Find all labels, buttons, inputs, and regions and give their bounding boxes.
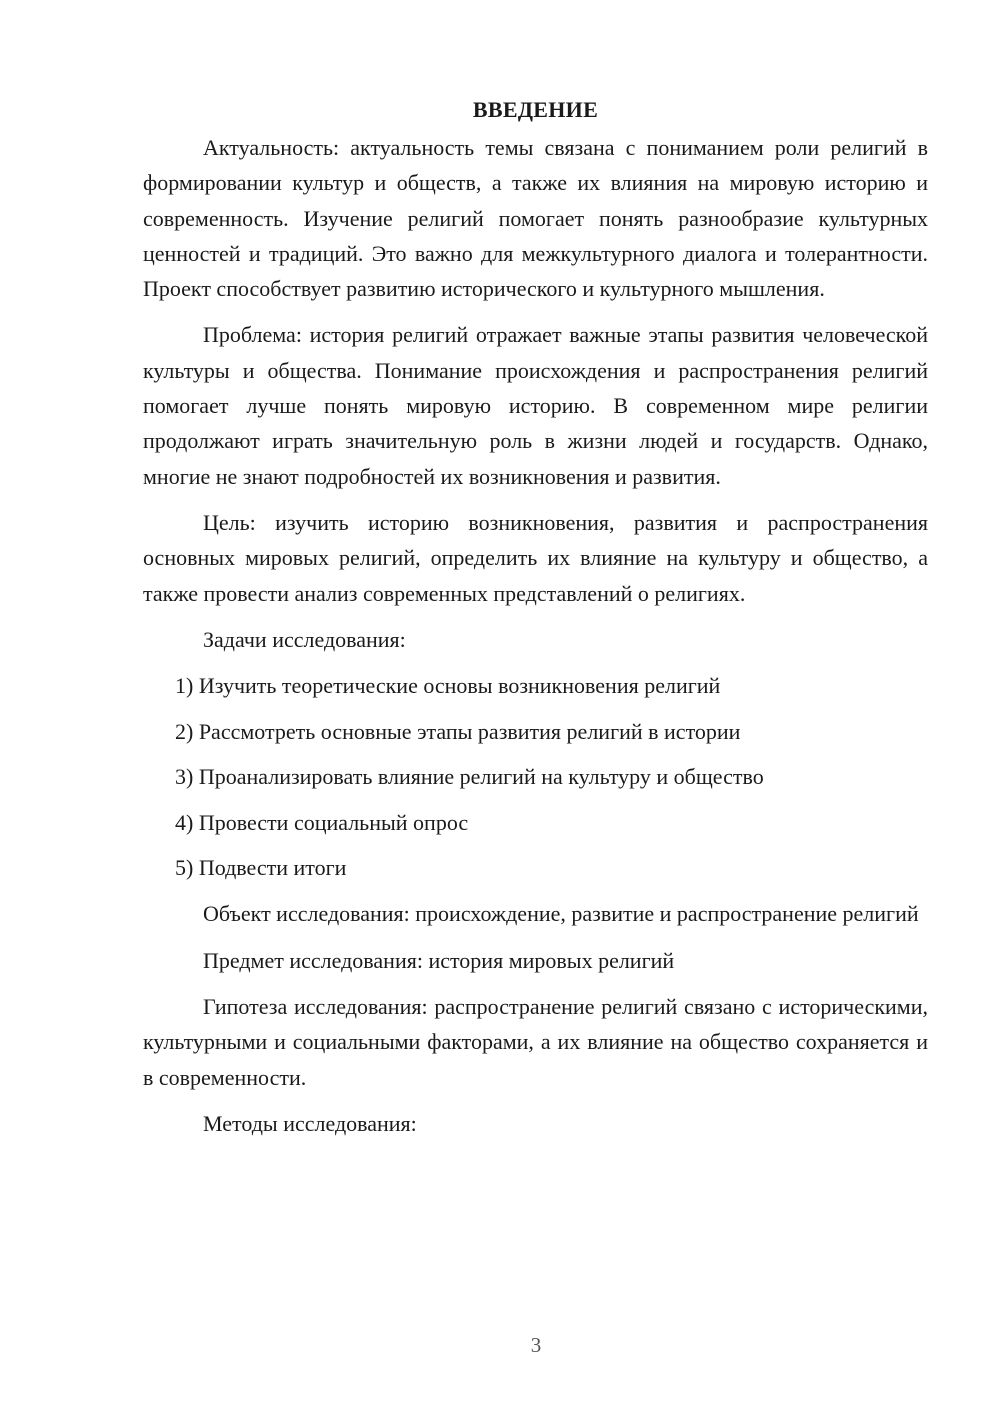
paragraph-hypothesis: Гипотеза исследования: распространение религий связано с историческими, культурными и социальными факторами, а их влияние на общество сохраняется и в современности.: [143, 993, 928, 1090]
tasks-heading: Задачи исследования:: [203, 626, 406, 652]
list-item: 5) Подвести итоги: [175, 855, 347, 881]
document-page: [143, 92, 928, 1141]
list-item: 4) Провести социальный опрос: [175, 809, 469, 835]
methods-heading: Методы исследования:: [203, 1110, 417, 1136]
paragraph-problem: Проблема: история религий отражает важные этапы развития человеческой культуры и общества. Понимание происхождения и распространения религий помогает лучше понять мировую историю. В современном мире религии продолжают играть значительную роль в жизни людей и государств. Однако, многие не знают подробностей их возникновения и развития.: [143, 322, 928, 489]
paragraph-object: Объект исследования: происхождение, развитие и распространение религий: [203, 901, 919, 927]
list-item: 2) Рассмотреть основные этапы развития религий в истории: [175, 718, 741, 744]
paragraph-subject: Предмет исследования: история мировых религий: [203, 947, 675, 973]
paragraph-goal: Цель: изучить историю возникновения, развития и распространения основных мировых религий, определить их влияние на культуру и общество, а также провести анализ современных представлений о религиях.: [143, 509, 928, 606]
list-item: 3) Проанализировать влияние религий на культуру и общество: [175, 764, 764, 790]
tasks-list: [143, 668, 928, 885]
section-title: ВВЕДЕНИЕ: [472, 97, 599, 122]
page-number: 3: [530, 1333, 542, 1357]
list-item: 1) Изучить теоретические основы возникновения религий: [175, 673, 721, 699]
paragraph-relevance: Актуальность: актуальность темы связана с пониманием роли религий в формировании культур и обществ, а также их влияния на мировую историю и современность. Изучение религий помогает понять разнообразие культурных ценностей и традиций. Это важно для межкультурного диалога и толерантности. Проект способствует развитию исторического и культурного мышления.: [143, 135, 928, 302]
